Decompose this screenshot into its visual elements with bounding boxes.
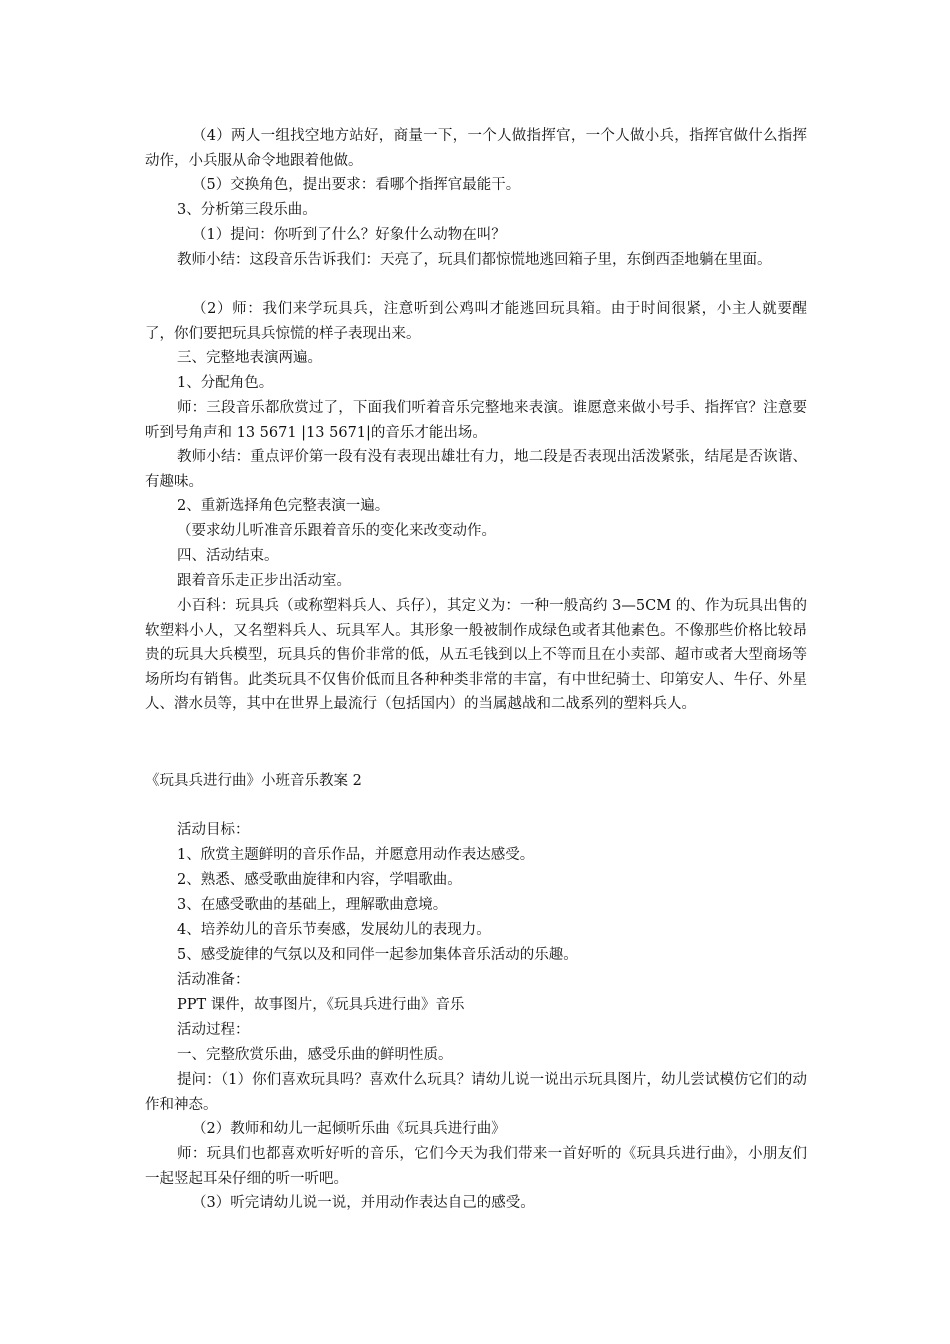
paragraph: （2）教师和幼儿一起倾听乐曲《玩具兵进行曲》	[192, 1121, 506, 1137]
paragraph: 活动目标：	[177, 822, 250, 838]
paragraph: 1、欣赏主题鲜明的音乐作品，并愿意用动作表达感受。	[177, 847, 535, 863]
paragraph: 跟着音乐走正步出活动室。	[177, 573, 351, 589]
section-title: 《玩具兵进行曲》小班音乐教案 2	[145, 773, 362, 789]
paragraph: 活动过程：	[177, 1022, 250, 1038]
paragraph: 三、完整地表演两遍。	[177, 350, 322, 366]
paragraph: 提问：（1）你们喜欢玩具吗？喜欢什么玩具？请幼儿说一说出示玩具图片，幼儿尝试模仿它们的动作和神态。	[145, 1072, 807, 1113]
paragraph: 2、熟悉、感受歌曲旋律和内容，学唱歌曲。	[177, 872, 462, 888]
paragraph: 四、活动结束。	[177, 548, 279, 564]
paragraph: （1）提问：你听到了什么？好象什么动物在叫？	[192, 227, 506, 243]
encyclopedia-paragraph: 小百科：玩具兵（或称塑料兵人、兵仔），其定义为：一种一般高约 3—5CM 的、作为玩具出售的软塑料小人，又名塑料兵人、玩具军人。其形象一般被制作成绿色或者其他素色。不像那些价格比较昂贵的玩具大兵模型，玩具兵的售价非常的低，从五毛钱到以上不等而且在小卖部、超市或者大型商场等场所均有销售。此类玩具不仅售价低而且各种种类非常的丰富，有中世纪骑士、印第安人、牛仔、外星人、潜水员等，其中在世界上最流行（包括国内）的当属越战和二战系列的塑料兵人。	[145, 598, 807, 713]
paragraph: 师：三段音乐都欣赏过了，下面我们听着音乐完整地来表演。谁愿意来做小号手、指挥官？注意要听到号角声和 13 5671 |13 5671|的音乐才能出场。	[145, 400, 807, 441]
paragraph: （要求幼儿听准音乐跟着音乐的变化来改变动作。	[177, 523, 496, 539]
paragraph: PPT 课件，故事图片，《玩具兵进行曲》音乐	[177, 997, 465, 1013]
paragraph: 1、分配角色。	[177, 375, 274, 391]
paragraph: 活动准备：	[177, 972, 250, 988]
paragraph: 4、培养幼儿的音乐节奏感，发展幼儿的表现力。	[177, 922, 491, 938]
paragraph: （4）两人一组找空地方站好，商量一下，一个人做指挥官，一个人做小兵，指挥官做什么指挥动作，小兵服从命令地跟着他做。	[145, 128, 807, 169]
paragraph: 师：玩具们也都喜欢听好听的音乐，它们今天为我们带来一首好听的《玩具兵进行曲》，小朋友们一起竖起耳朵仔细的听一听吧。	[145, 1146, 807, 1187]
paragraph: 5、感受旋律的气氛以及和同伴一起参加集体音乐活动的乐趣。	[177, 947, 578, 963]
paragraph: 教师小结：这段音乐告诉我们：天亮了，玩具们都惊慌地逃回箱子里，东倒西歪地躺在里面。	[177, 252, 772, 268]
paragraph: （3）听完请幼儿说一说，并用动作表达自己的感受。	[192, 1195, 535, 1211]
paragraph: （5）交换角色，提出要求：看哪个指挥官最能干。	[192, 177, 521, 193]
paragraph: 3、在感受歌曲的基础上，理解歌曲意境。	[177, 897, 448, 913]
paragraph: 2、重新选择角色完整表演一遍。	[177, 498, 390, 514]
paragraph: 3、分析第三段乐曲。	[177, 202, 317, 218]
paragraph: （2）师：我们来学玩具兵，注意听到公鸡叫才能逃回玩具箱。由于时间很紧，小主人就要醒了，你们要把玩具兵惊慌的样子表现出来。	[145, 301, 807, 342]
paragraph: 教师小结：重点评价第一段有没有表现出雄壮有力，地二段是否表现出活泼紧张，结尾是否诙谐、有趣味。	[145, 449, 807, 490]
paragraph: 一、完整欣赏乐曲，感受乐曲的鲜明性质。	[177, 1047, 453, 1063]
